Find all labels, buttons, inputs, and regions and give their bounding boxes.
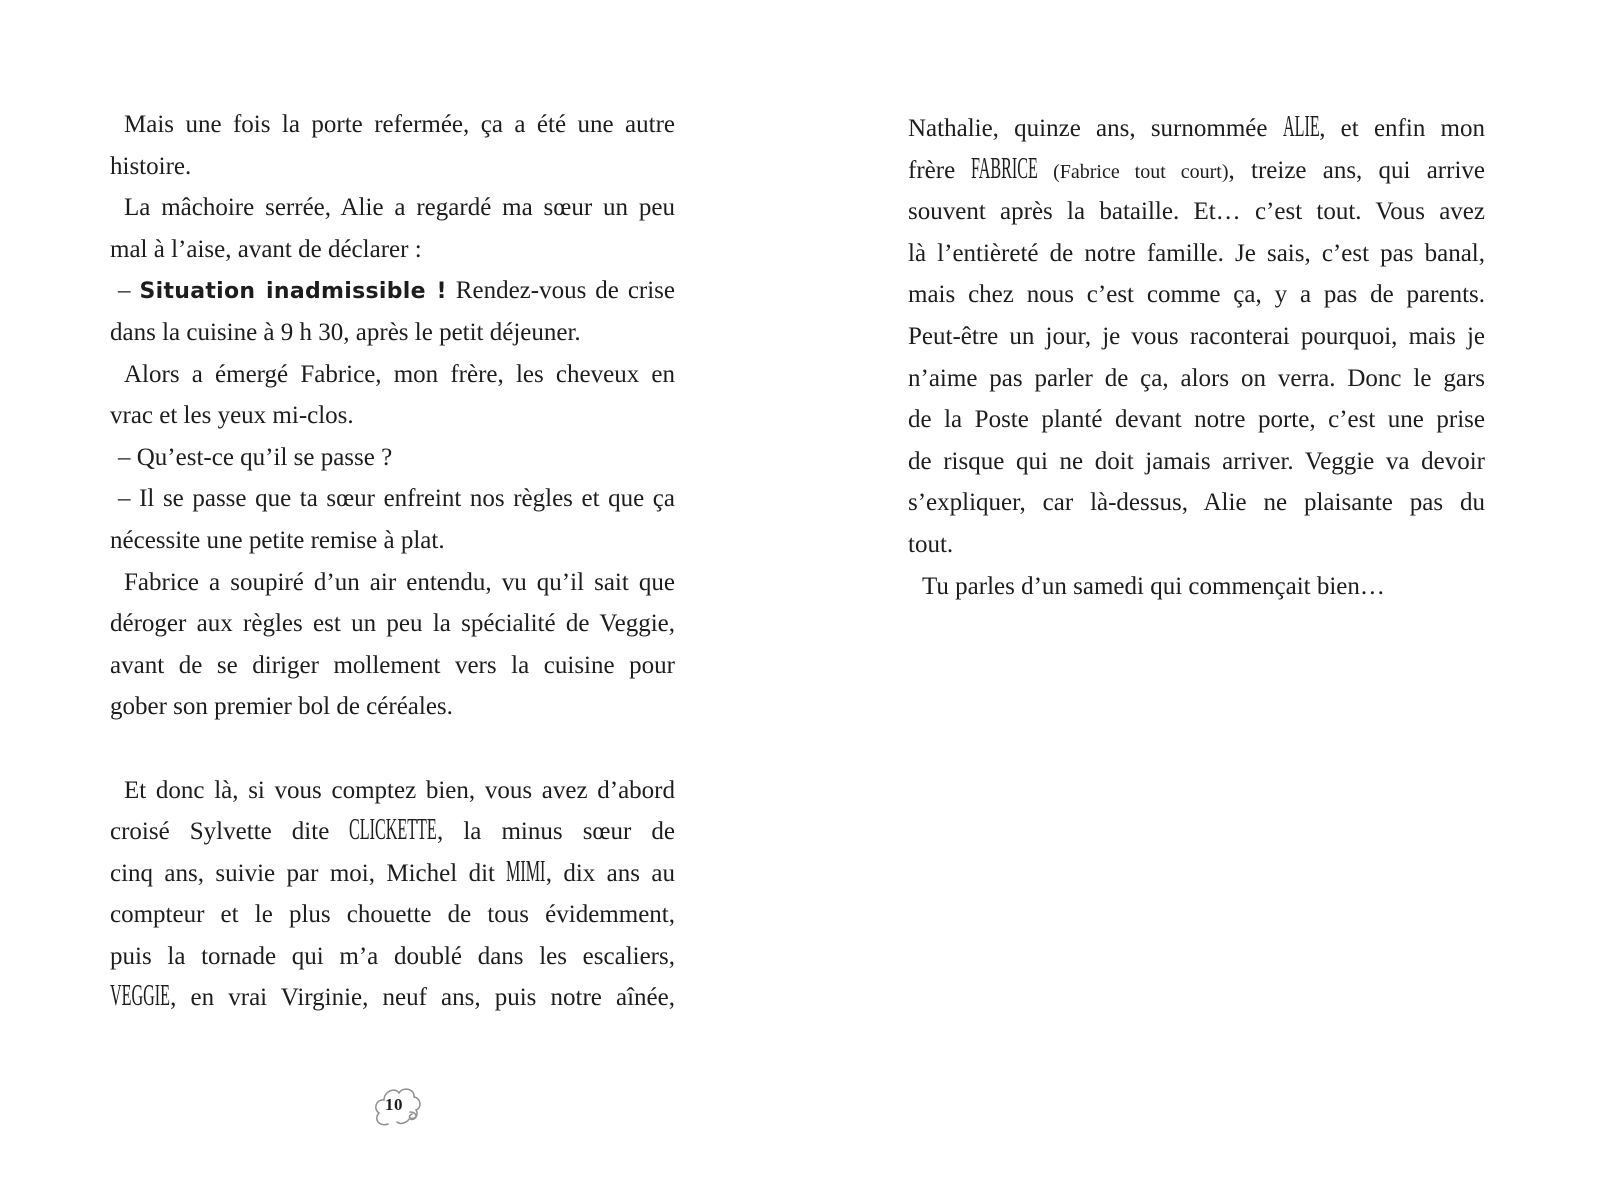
text-segment: frère [908, 156, 972, 184]
text-line [110, 853, 675, 895]
text-line [110, 770, 675, 812]
character-name: ALIE [1282, 108, 1320, 143]
text-segment: Mais une fois la porte refermée, ça a été une autre [124, 111, 675, 138]
text-line [110, 520, 675, 562]
character-name: VEGGIE [110, 977, 170, 1013]
text-segment: , la minus sœur de [437, 818, 675, 846]
text-segment: souvent après la bataille. Et… c’est tout. Vous avez [908, 198, 1485, 226]
text-segment: Nathalie, quinze ans, surnommée [908, 115, 1283, 142]
text-segment: là l’entièreté de notre famille. Je sais, c’est pas banal, [908, 239, 1485, 267]
text-segment: , en vrai Virginie, neuf ans, puis notre aînée, [170, 984, 675, 1012]
text-segment: Fabrice a soupiré d’un air entendu, vu qu’il sait que [124, 568, 675, 596]
text-segment: dans la cuisine à 9 h 30, après le petit déjeuner. [110, 318, 581, 346]
character-name: MIMI [506, 852, 546, 888]
text-line [908, 399, 1485, 441]
text-segment: , dix ans au [545, 859, 675, 887]
text-segment: gober son premier bol de céréales. [110, 693, 453, 721]
text-segment: , et enfin mon [1319, 115, 1485, 142]
text-segment: s’expliquer, car là-dessus, Alie ne plaisante pas du [908, 489, 1485, 517]
text-segment: – Qu’est-ce qu’il se passe ? [118, 443, 393, 471]
text-line [110, 603, 675, 645]
character-name: FABRICE [971, 149, 1039, 185]
text-line [908, 358, 1485, 400]
text-segment: mais chez nous c’est comme ça, y a pas de parents. [908, 281, 1485, 309]
text-segment: La mâchoire serrée, Alie a regardé ma sœur un peu [124, 194, 675, 222]
text-line [110, 437, 675, 479]
text-line [110, 146, 675, 188]
text-segment: tout. [908, 530, 954, 558]
page-number-cloud [372, 1082, 424, 1130]
blank-line [110, 728, 675, 770]
text-line [110, 686, 675, 728]
text-line [908, 108, 1485, 150]
text-line [110, 312, 675, 354]
page-number: 10 [385, 1095, 403, 1114]
text-segment: avant de se diriger mollement vers la cuisine pour [110, 651, 675, 679]
text-segment: Rendez-vous de crise [446, 277, 676, 305]
text-segment: Tu parles d’un samedi qui commençait bien… [922, 572, 1385, 600]
text-segment: Et donc là, si vous comptez bien, vous avez d’abord [124, 776, 675, 804]
text-segment: nécessite une petite remise à plat. [110, 526, 445, 554]
text-line [110, 354, 675, 396]
text-line [908, 441, 1485, 483]
right-page-text [908, 108, 1485, 607]
text-line [110, 811, 675, 853]
text-segment: – [118, 277, 140, 305]
text-line [110, 229, 675, 271]
text-line [908, 482, 1485, 524]
handwritten-emphasis: Situation inadmissible ! [139, 279, 447, 305]
text-segment: , treize ans, qui arrive [1228, 156, 1485, 184]
text-line [110, 562, 675, 604]
text-segment: croisé Sylvette dite [110, 818, 350, 846]
text-line [110, 977, 675, 1019]
text-segment: de risque qui ne doit jamais arriver. Veggie va devoir [908, 447, 1485, 475]
character-name: CLICKETTE [349, 811, 438, 847]
text-line [908, 191, 1485, 233]
text-line [110, 187, 675, 229]
text-segment: mal à l’aise, avant de déclarer : [110, 235, 422, 263]
text-segment: Alors a émergé Fabrice, mon frère, les cheveux en [124, 360, 675, 388]
text-segment: n’aime pas parler de ça, alors on verra. Donc le gars [908, 364, 1485, 392]
text-segment: vrac et les yeux mi-clos. [110, 402, 354, 430]
text-line [110, 478, 675, 520]
left-page-text [110, 104, 675, 1019]
text-line [908, 150, 1485, 192]
text-line [110, 936, 675, 978]
text-line [908, 274, 1485, 316]
text-line [110, 645, 675, 687]
text-line [110, 395, 675, 437]
text-segment: de la Poste planté devant notre porte, c’est une prise [908, 406, 1485, 434]
text-segment: histoire. [110, 152, 192, 180]
text-line [908, 233, 1485, 275]
text-segment: puis la tornade qui m’a doublé dans les escaliers, [110, 942, 675, 970]
text-segment: compteur et le plus chouette de tous évidemment, [110, 901, 675, 929]
parenthetical-text: (Fabrice tout court) [1038, 160, 1229, 183]
text-line [110, 270, 675, 312]
text-segment: Peut-être un jour, je vous raconterai pourquoi, mais je [908, 322, 1485, 350]
text-line [908, 524, 1485, 566]
text-segment: déroger aux règles est un peu la spécialité de Veggie, [110, 610, 675, 638]
text-line [908, 316, 1485, 358]
text-segment: cinq ans, suivie par moi, Michel dit [110, 859, 507, 887]
text-line [908, 566, 1485, 608]
text-segment: – Il se passe que ta sœur enfreint nos règles et que ça [118, 485, 675, 513]
text-line [110, 104, 675, 146]
text-line [110, 894, 675, 936]
